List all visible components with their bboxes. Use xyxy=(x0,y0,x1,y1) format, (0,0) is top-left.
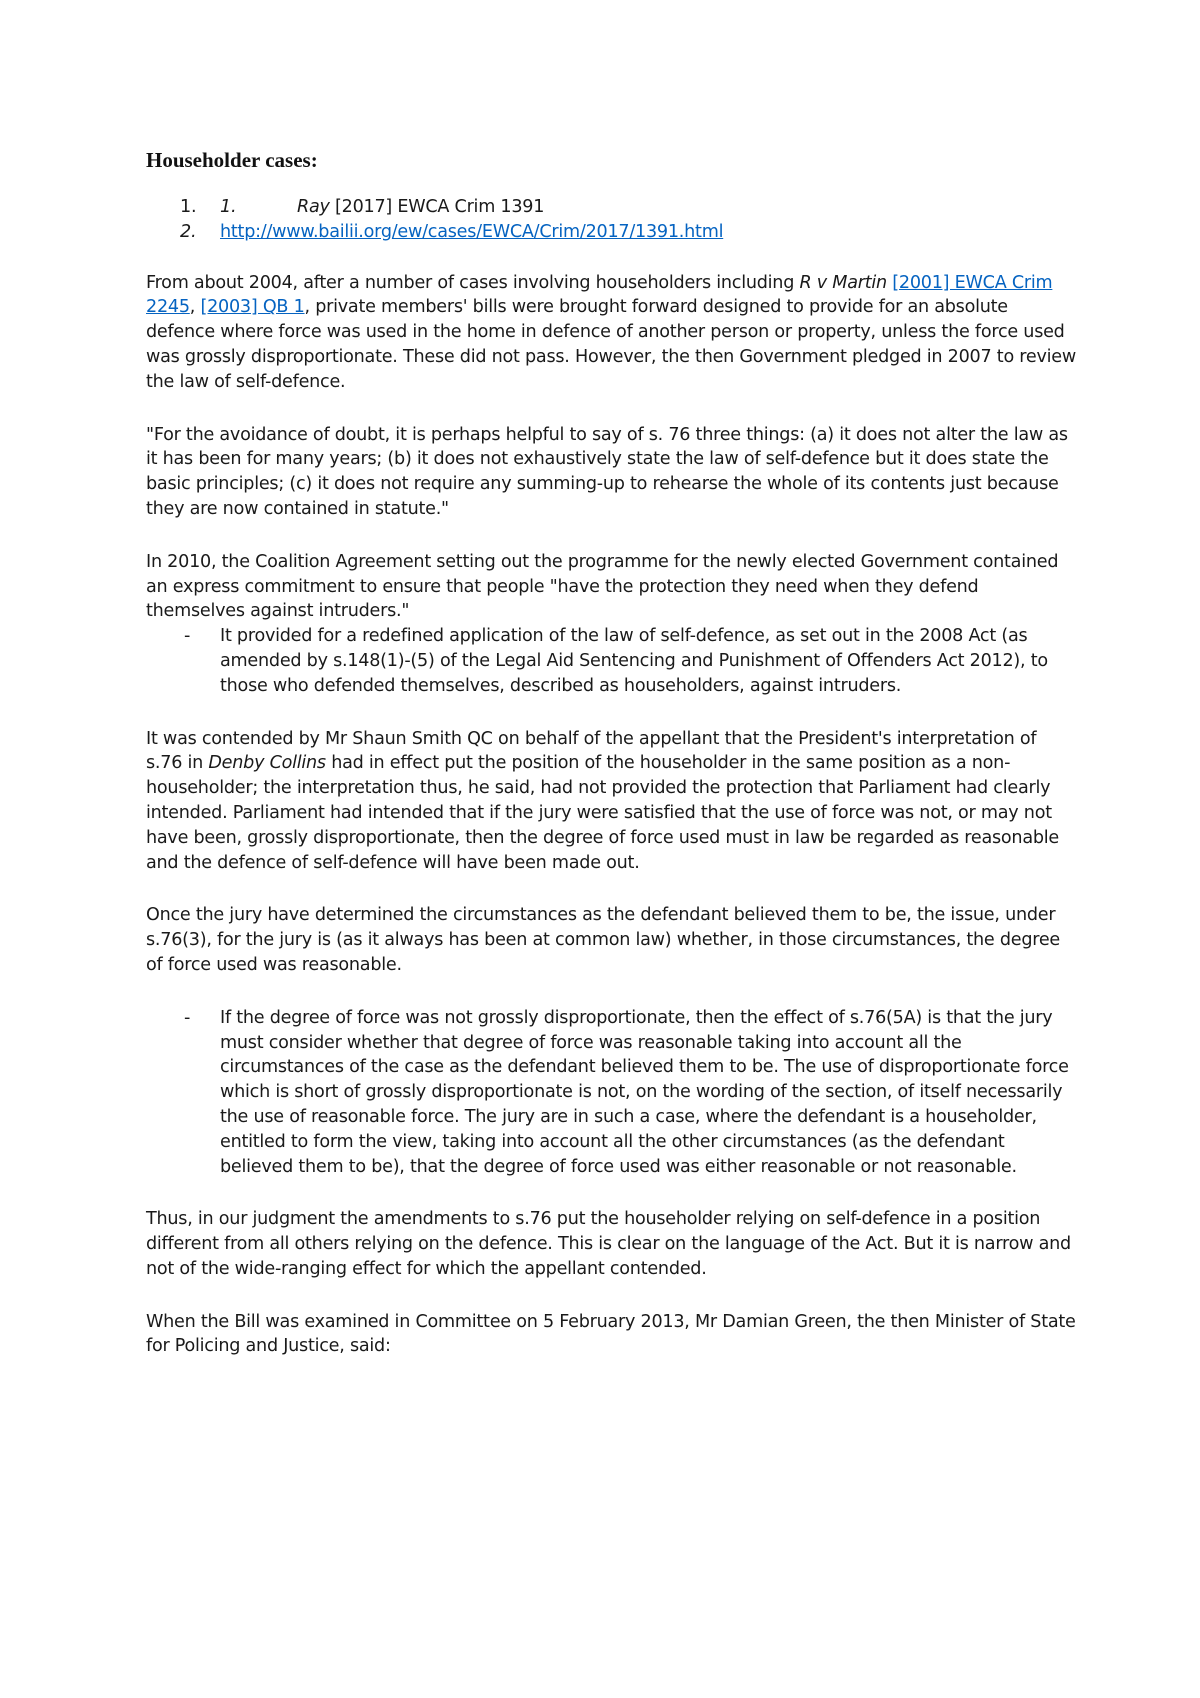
case-name-ray: Ray xyxy=(297,197,330,217)
bailii-link[interactable]: http://www.bailii.org/ew/cases/EWCA/Crim/2017/1391.html xyxy=(220,221,724,242)
bullet-text: It provided for a redefined application of the law of self-defence, as set out in the 2008 Act (as amended by s.148(1)-(5) of the Legal Aid Sentencing and Punishment of Offenders Act 2012), to those who defended themselves, described as householders, against intruders. xyxy=(220,626,1048,696)
document-page xyxy=(146,148,1076,1387)
text-run: From about 2004, after a number of cases involving householders including xyxy=(146,272,800,293)
citation: [2017] EWCA Crim 1391 xyxy=(329,197,545,217)
paragraph-history xyxy=(146,271,1076,395)
citation-link-qb[interactable]: [2003] QB 1 xyxy=(200,297,305,318)
dash-marker: - xyxy=(184,626,191,647)
bullet-list-2 xyxy=(146,1006,1076,1180)
page-heading: Householder cases: xyxy=(146,148,318,172)
paragraph-quote: "For the avoidance of doubt, it is perhaps helpful to say of s. 76 three things: (a) it does not alter the law as it has been for many years; (b) it does not exhaustively state the law of self-defence but it does state the basic principles; (c) it does not require any summing-up to rehearse the whole of its contents just because they are now contained in statute." xyxy=(146,424,1068,519)
paragraph-jury: Once the jury have determined the circumstances as the defendant believed them to be, the issue, under s.76(3), for the jury is (as it always has been at common law) whether, in those circumstances, the degree of force used was reasonable. xyxy=(146,905,1061,975)
inner-list-number: 1. xyxy=(220,197,237,217)
paragraph-judgment: Thus, in our judgment the amendments to s.76 put the householder relying on self-defence in a position different from all others relying on the defence. This is clear on the language of the Act. But it is narrow and not of the wide-ranging effect for which the appellant contended. xyxy=(146,1209,1071,1279)
paragraph-coalition: In 2010, the Coalition Agreement setting out the programme for the newly elected Government contained an express commitment to ensure that people "have the protection they need when they defend themselves against intruders." xyxy=(146,551,1059,622)
reference-list xyxy=(146,195,1076,245)
bullet-item xyxy=(146,624,1076,698)
bullet-text: If the degree of force was not grossly disproportionate, then the effect of s.76(5A) is that the jury must consider whether that degree of force was reasonable taking into account all the circumstances of the case as the defendant believed them to be. The use of disproportionate force which is short of grossly disproportionate is not, on the wording of the section, of itself necessarily the use of reasonable force. The jury are in such a case, where the defendant is a householder, entitled to form the view, taking into account all the other circumstances (as the defendant believed them to be), that the degree of force used was either reasonable or not reasonable. xyxy=(220,1007,1069,1177)
text-run: , private members' bills were brought forward designed to provide for an absolute defence where force was used in the home in defence of another person or property, unless the force used was grossly disproportionate. These did not pass. However, the then Government pledged in 2007 to review the law of self-defence. xyxy=(146,297,1076,392)
bullet-list-1 xyxy=(146,624,1076,698)
case-name-denby: Denby Collins xyxy=(208,753,326,774)
text-run: It was contended by Mr Shaun Smith QC on behalf of the appellant that the President's interpretation of s.76 in xyxy=(146,728,1037,774)
dash-marker: - xyxy=(184,1007,191,1028)
text-run: , xyxy=(189,297,201,318)
text-run: had in effect put the position of the householder in the same position as a non-householder; the interpretation thus, he said, had not provided the protection that Parliament had clearly intended. Parliament had intended that if the jury were satisfied that the use of force was not, or may not have been, grossly disproportionate, then the degree of force used must in law be regarded as reasonable and the defence of self-defence will have been made out. xyxy=(146,753,1059,873)
reference-item-ray xyxy=(146,195,1076,220)
citation-link-ewca[interactable]: [2001] EWCA Crim 2245 xyxy=(146,272,1053,318)
list-number: 1. xyxy=(180,197,197,217)
reference-item-url xyxy=(146,220,1076,245)
paragraph-committee: When the Bill was examined in Committee on 5 February 2013, Mr Damian Green, the then Minister of State for Policing and Justice, said: xyxy=(146,1311,1076,1357)
list-number: 2. xyxy=(180,221,197,242)
paragraph-contention xyxy=(146,727,1076,876)
bullet-item xyxy=(146,1006,1076,1180)
case-name-martin: R v Martin xyxy=(799,272,887,293)
